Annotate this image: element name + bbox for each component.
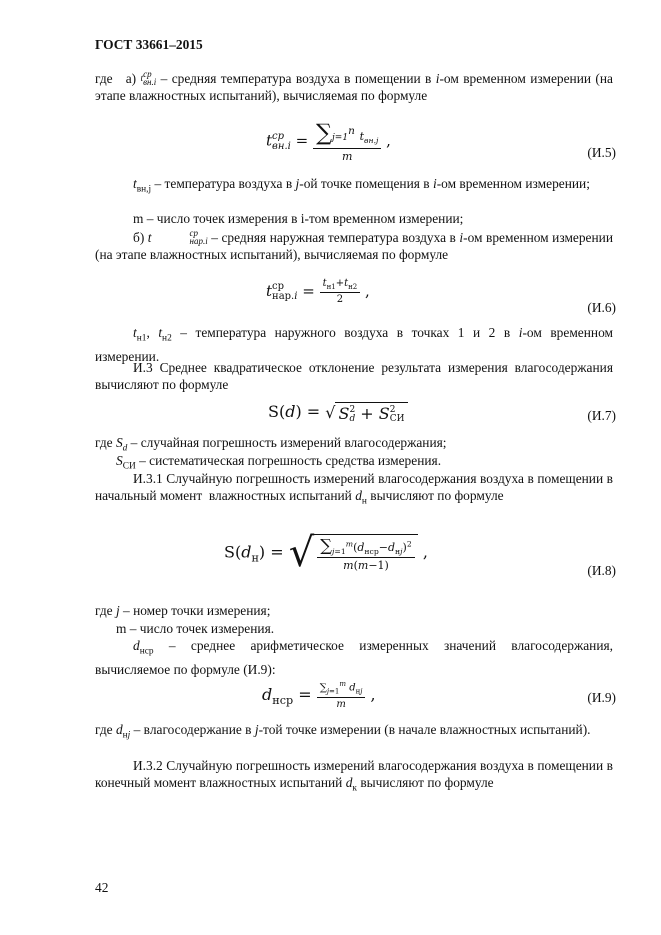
paragraph-1: где а) t ср вн.i – средняя температура воздуха в помещении в i-ом временном измерении (на этапе влажностных испытаний), вычисляемая по формуле (95, 69, 613, 104)
page-number: 42 (95, 880, 109, 895)
paragraph-8c: $d_{нср}$ – среднее арифметическое измеренных значений влагосодержания, вычисляемое по формуле (И.9): (95, 638, 613, 677)
paragraph-2b: m – число точек измерения в i-том временном измерении; (133, 211, 464, 226)
formula-i8: $S(d_н)$ = √ $\frac{\sum_{j=1}^m(d_{нср}-d_{нj})^2}{m(m-1)}$ , (224, 530, 428, 576)
paragraph-10: И.3.2 Случайную погрешность измерений влагосодержания воздуха в помещении в конечный момент влажностных испытаний $d_к$ вычисляют по формуле (95, 758, 613, 794)
equation-number-i9: (И.9) (587, 690, 616, 705)
equation-number-i6: (И.6) (587, 300, 616, 315)
formula-i7: S(d) = √ S 2 d + S 2 СИ (268, 402, 408, 423)
paragraph-8a: где j – номер точки измерения; (95, 603, 271, 618)
equation-number-i7: (И.7) (587, 408, 616, 423)
paragraph-6a: где $S_d$ – случайная погрешность измерений влагосодержания; (95, 435, 447, 454)
paragraph-7: И.3.1 Случайную погрешность измерений влагосодержания воздуха в помещении в начальный момент влажностных испытаний $d_н$ вычисляют по формуле (95, 471, 613, 507)
paragraph-9: где $d_{нj}$ – влагосодержание в j-той точке измерении (в начале влажностных испытаний). (95, 722, 591, 741)
formula-i5: t ср вн.i = $\frac{\sum j=1^n t_{вн.j}}{m}$ , (266, 120, 391, 163)
paragraph-2a: $t_{вн,j}$ – температура воздуха в j-ой точке помещения в i-ом временном измерении; (133, 176, 590, 195)
equation-number-i5: (И.5) (587, 145, 616, 160)
formula-i9: $d_{нср}$ = $\frac{\sum_{j=1}^m d_{нj}}{m}$ , (262, 680, 376, 710)
formula-i6: t ср нар.i = $\frac{t_{н1}+t_{н2}}{2}$ , (266, 278, 370, 306)
paragraph-5: И.3 Среднее квадратическое отклонение результата измерения влагосодержания вычисляют по формуле (95, 360, 613, 392)
document-header: ГОСТ 33661–2015 (95, 37, 203, 52)
paragraph-8b: m – число точек измерения. (116, 621, 275, 636)
equation-number-i8: (И.8) (587, 563, 616, 578)
paragraph-6b: $S_{СИ}$ – систематическая погрешность средства измерения. (116, 453, 442, 472)
paragraph-3: б) t ср нар.i – средняя наружная температура воздуха в i-ом временном измерении (на этапе влажностных испытаний), вычисляемая по формуле (95, 228, 613, 263)
paragraph-4: $t_{н1}$, $t_{н2}$ – температура наружного воздуха в точках 1 и 2 в i-ом временном измерении. (95, 325, 613, 364)
